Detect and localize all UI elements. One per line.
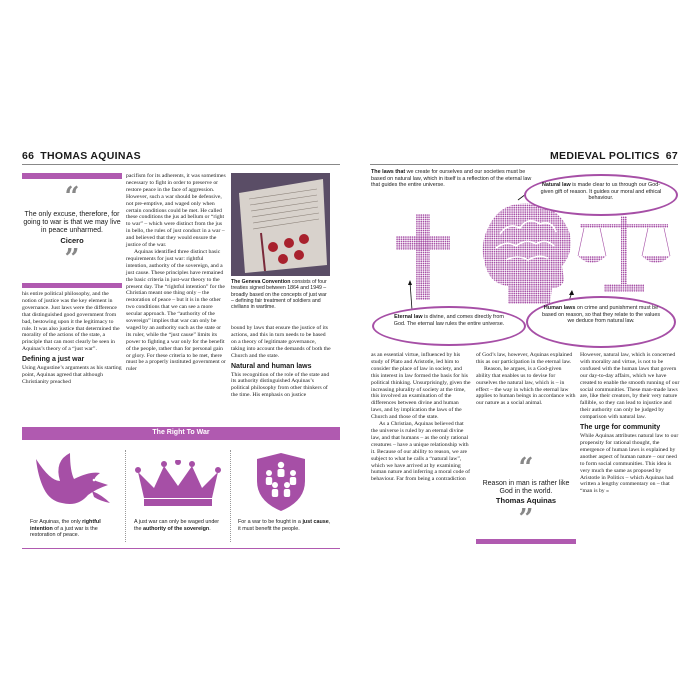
left-header-rule [22, 164, 340, 165]
eternal-law-oval [372, 306, 526, 346]
right-col2 [476, 352, 576, 407]
rtw-divider-2 [230, 450, 231, 542]
human-laws-desc: on crime and punishment must be based on reason, so that they relate to the values we deduce from natural law. [541, 305, 661, 324]
col1-body: Using Augustine’s arguments as his starting point, Aquinas agreed that although Christianity preached [22, 365, 122, 385]
rtw-item-3 [238, 519, 333, 532]
col2-body1: pacifism for its adherents, it was sometimes necessary to fight in order to preserve or restore peace in the face of aggression. However, such a war should be defensive, not pre-emptive, and waged only when certain conditions could be met. He called these conditions the jus ad bellum or “right to war” – which were distinct from the jus in bello, the rules of just conduct in a war – and believed that they would ensure the justice of the war. [126, 173, 226, 249]
rtw-item-3-bold: just cause [302, 519, 329, 525]
rtw-item-1-pre: For Aquinas, the only [30, 519, 83, 525]
open-quote-icon-2: “ [518, 453, 534, 483]
eternal-law-desc: is divine, and comes directly from God. The eternal law rules the entire universe. [393, 314, 505, 327]
right-to-war-title: The Right To War [152, 429, 210, 436]
aquinas-quote-text: Reason in man is rather like God in the world. [482, 480, 570, 496]
col3-body2: This recognition of the role of the state and its authority distinguished Aquinas’s political philosophy from other thinkers of the time. His emphasis on justice [231, 371, 330, 399]
dove-icon [30, 451, 112, 511]
col2-body2: Aquinas identified three distinct basic requirements for just war: rightful intention, authority of the sovereign, and a just cause. These principles have remained the basic criteria in just-war theory to the present day. The “rightful intention” for the Christian meant one thing only – the restoration of peace – but it is in the other two conditions that we can see a more secular approach. The “authority of the sovereign” implies that war can only be waged by an authority such as the state or its ruler, while the “just cause” limits its power to fighting a war only for the benefit of the people, rather than for personal gain or glory. For these criteria to be met, there must be a properly instituted government or ruler [126, 248, 226, 373]
col3-subheading: Natural and human laws [231, 362, 312, 370]
rtw-item-3-pre: For a war to be fought in a [238, 519, 303, 525]
crown-icon [134, 460, 222, 508]
right-col3-subheading: The urge for community [580, 424, 661, 432]
right-header-rule [370, 164, 678, 165]
rtw-item-1 [30, 519, 120, 539]
left-col3 [231, 325, 331, 399]
natural-law-text [536, 182, 666, 202]
natural-law-bold: Natural law [541, 182, 571, 188]
close-quote-icon-2: ” [518, 504, 534, 535]
rtw-item-2-bold: authority of the sovereign [143, 525, 210, 532]
geneva-convention-photo [231, 173, 330, 276]
right-page-title: MEDIEVAL POLITICS [549, 150, 660, 162]
right-col3-body: However, natural law, which is concerned with morality and virtue, is not to be confused with the human laws that govern our day-to-day affairs, which we have created to enable the smooth running of our social communities. These man-made laws are, like their creators, by their very nature fallible, so they can lead to injustice and their authority can only be judged by comparison with natural law. [580, 352, 680, 421]
rtw-divider-1 [125, 450, 126, 542]
natural-law-desc: is made clear to us through our God-given gift of reason. It guides our moral and ethical behaviour. [540, 182, 662, 201]
quote-author: Cicero [60, 235, 84, 245]
human-laws-text [540, 305, 662, 325]
right-col2-body2: Reason, he argues, is a God-given ability that enables us to devise for ourselves the natural law, which is – in effect – the way in which the eternal law applies to human beings in accordance with our nature as a social animal. [476, 365, 576, 407]
left-col2 [126, 173, 226, 373]
diagram-intro-bold: The laws that [371, 169, 406, 175]
quote-text: The only excuse, therefore, for going to war is that we may live in peace unharmed. [23, 211, 121, 235]
right-to-war-bottom-rule [22, 548, 340, 549]
right-page-number: 67 [665, 150, 678, 162]
human-laws-oval [526, 296, 676, 348]
aquinas-quote-author: Thomas Aquinas [495, 496, 557, 506]
rtw-item-1-post: of a just war is the restoration of peace. [30, 525, 98, 539]
document-with-seals-icon [231, 173, 330, 276]
rtw-item-2-post: . [209, 525, 211, 532]
open-quote-icon: “ [64, 182, 80, 212]
quote-bottom-bar [22, 283, 122, 288]
rtw-item-1-bold: rightful intention [30, 519, 101, 532]
human-laws-bold: Human laws [543, 305, 576, 311]
cicero-quote-box [22, 183, 122, 283]
people-shield-icon [253, 451, 309, 513]
caption-text: consists of four treaties signed between 1864 and 1949 – broadly based on the concepts of just war – defining fair treatment of soldiers and civilians in wartime. [231, 279, 327, 311]
col3-body: bound by laws that ensure the justice of its actions, and this in turn needs to be based on a theory of legitimate governance, taking into account the demands of both the Church and the state. [231, 325, 331, 359]
right-col1-body: as an essential virtue, influenced by his study of Plato and Aristotle, led him to consider the place of law in society, and this interest in law formed the basis for his political thinking. Unsurprisingly, given the increasing plurality of society at the time, this involved an examination of the differences between divine and human laws, and by implication the laws of the Church and those of the state. [371, 352, 471, 421]
right-page-header [550, 150, 678, 162]
right-col1-body2: As a Christian, Aquinas believed that the universe is ruled by an eternal divine law, and that humans – as the only rational creatures – have a unique relationship with it. Because of our ability to reason, we are subject to what he calls a “natural law”, which we have arrived at by examining human nature and inferring a moral code of behaviour. Far from being a contradiction [371, 421, 471, 483]
rtw-item-2-pre: A just war can only be waged under the [134, 519, 220, 532]
left-page-title: THOMAS AQUINAS [40, 150, 141, 162]
quote-top-bar [22, 173, 122, 179]
aquinas-quote-bottom-bar [476, 539, 576, 544]
natural-law-oval [524, 174, 678, 216]
eternal-law-bold: Eternal law [394, 314, 423, 320]
right-col1 [371, 352, 471, 483]
left-page-header [22, 150, 141, 162]
right-col3-body2: While Aquinas attributes natural law to our propensity for rational thought, the emergence of human laws is explained by another aspect of human nature – our need to form social communities. This idea is very much the same as proposed by Aristotle in Politics – which Aquinas had written a lengthy commentary on – that “man is by » [580, 433, 679, 495]
photo-caption [231, 279, 330, 310]
left-col1 [22, 291, 122, 386]
eternal-law-text [388, 314, 510, 327]
right-col3 [580, 352, 680, 495]
rtw-item-3-post: , it must benefit the people. [238, 519, 331, 532]
rtw-item-2 [134, 519, 224, 532]
caption-bold: The Geneva Convention [231, 279, 291, 285]
right-col2-body: of God’s law, however, Aquinas explained this as our participation in the eternal law. [476, 352, 573, 365]
aquinas-quote-box [476, 452, 576, 536]
diagram-intro-text: we create for ourselves and our societies must be based on natural law, which in itself is a reflection of the eternal law that guides the entire universe. [371, 169, 532, 188]
col1-subheading: Defining a just war [22, 356, 85, 364]
close-quote-icon: ” [64, 243, 80, 274]
col1-intro: his entire political philosophy, and the notion of justice was the key element in governance. Just laws were the difference that distinguished good government from bad, bestowing upon it the legitimacy to rule. It was also justice that determined the morality of the actions of the state, a principle that can most clearly be seen in Aquinas’s theory of a “just war”. [22, 291, 120, 353]
left-page-number: 66 [22, 150, 35, 162]
